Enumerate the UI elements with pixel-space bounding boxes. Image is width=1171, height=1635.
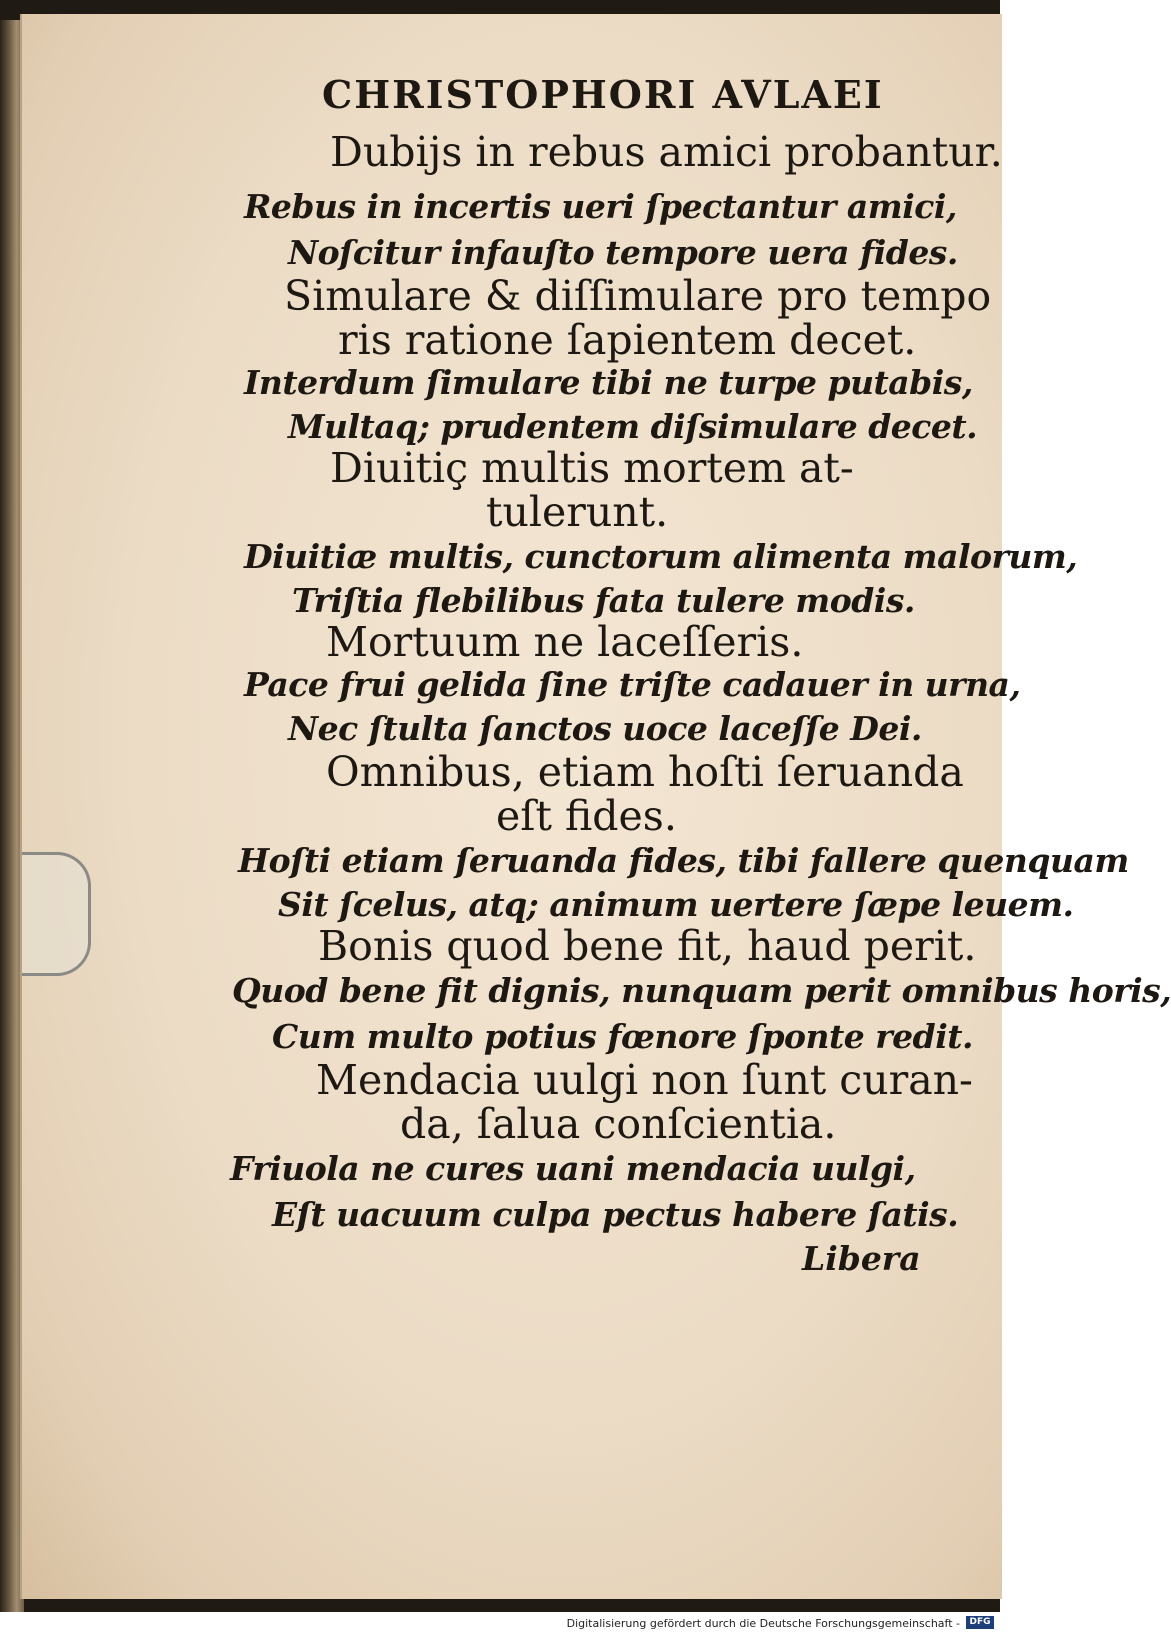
proverb-line: ris ratione ſapientem decet. (338, 316, 917, 364)
catchword: Libera (802, 1239, 921, 1278)
running-head: CHRISTOPHORI AVLAEI (322, 72, 884, 117)
proverb-line: eſt fides. (496, 792, 677, 840)
verse-line: Diuitiæ multis, cunctorum alimenta malorum, (244, 537, 1078, 576)
verse-line: Quod bene fit dignis, nunquam perit omnibus horis, (232, 971, 1171, 1010)
verse-line: Sit ſcelus, atq; animum uertere ſæpe leuem. (278, 885, 1074, 924)
verse-line: Hoſti etiam ſeruanda fides, tibi fallere quenquam (238, 841, 1129, 880)
verse-line: Pace frui gelida ſine triſte cadauer in urna, (244, 665, 1021, 704)
verse-line: Cum multo potius fœnore ſponte redit. (272, 1017, 973, 1056)
proverb-line: Omnibus, etiam hoſti ſeruanda (326, 748, 964, 796)
verse-line: Multaq; prudentem diſsimulare decet. (288, 407, 978, 446)
verse-line: Triſtia flebilibus fata tulere modis. (292, 581, 915, 620)
verse-line: Interdum ſimulare tibi ne turpe putabis, (244, 363, 973, 402)
proverb-line: Dubijs in rebus amici probantur. (330, 128, 1003, 176)
dfg-logo: DFG (966, 1616, 994, 1629)
verse-line: Nec ſtulta ſanctos uoce laceſſe Dei. (288, 709, 922, 748)
proverb-line: Mendacia uulgi non ſunt curan- (316, 1056, 973, 1104)
proverb-line: da, ſalua conſcientia. (400, 1100, 837, 1148)
proverb-line: Diuitiç multis mortem at- (330, 444, 854, 492)
proverb-line: Bonis quod bene fit, haud perit. (318, 922, 977, 970)
proverb-line: Simulare & diſſimulare pro tempo (284, 272, 992, 320)
verse-line: Noſcitur infauſto tempore uera fides. (288, 233, 958, 272)
page-text (22, 14, 1171, 1599)
proverb-line: tulerunt. (486, 488, 669, 536)
verse-line: Eſt uacuum culpa pectus habere ſatis. (272, 1195, 959, 1234)
verse-line: Rebus in incertis ueri ſpectantur amici, (244, 187, 957, 226)
verse-line: Friuola ne cures uani mendacia uulgi, (230, 1149, 916, 1188)
book-page (20, 14, 1171, 1599)
proverb-line: Mortuum ne laceſſeris. (326, 618, 804, 666)
funding-credit: Digitalisierung gefördert durch die Deutsche Forschungsgemeinschaft - (566, 1617, 960, 1630)
